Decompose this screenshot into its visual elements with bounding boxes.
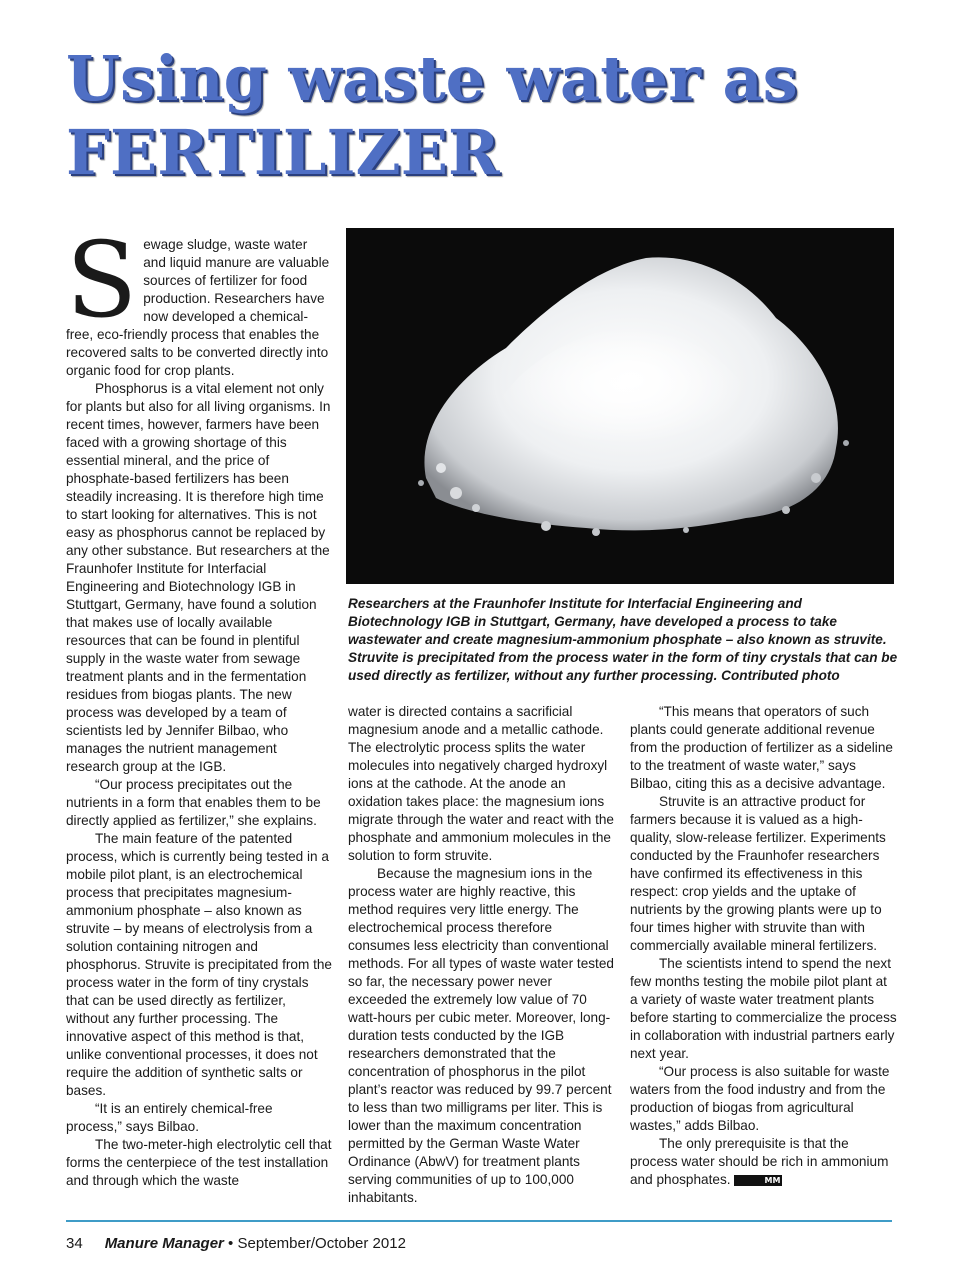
title-line-1: Using waste water as [66,42,798,115]
magazine-name: Manure Manager [104,1235,224,1252]
paragraph: “It is an entirely chemical-free process,” says Bilbao. [66,1101,273,1134]
paragraph: The main feature of the patented process, which is currently being tested in a mobile pilot plant, is an electrochemical process that precipitates magnesium-ammonium phosphate – also known as struvite – by means of electrolysis from a solution containing nitrogen and phosphorus. Struvite is precipitated from the process water in the form of tiny crystals that can be used directly as fertilizer, without any further processing. The innovative aspect of this method is that, unlike conventional processes, it does not require the addition of synthetic salts or bases. [66,831,332,1098]
last-paragraph-text: The only prerequisite is that the process water should be rich in ammonium and phosphates. [630,1136,889,1187]
paragraph: The scientists intend to spend the next few months testing the mobile pilot plant at a variety of waste water treatment plants before starting to commercialize the process in collaboration with industrial partners early next year. [630,956,897,1061]
paragraph: Because the magnesium ions in the process water are highly reactive, this method requires very little energy. The electrochemical process therefore consumes less electricity than conventional methods. For all types of waste water tested so far, the necessary power never exceeded the extremely low value of 70 watt-hours per cubic meter. Moreover, long-duration tests conducted by the IGB researchers demonstrated that the concentration of phosphorus in the pilot plant’s reactor was reduced by 99.7 percent to less than two milligrams per liter. This is lower than the maximum concentration permitted by the German Waste Water Ordinance (AbwV) for treatment plants serving communities of up to 100,000 inhabitants. [348,866,614,1205]
paragraph-last [630,1135,898,1189]
paragraph: The two-meter-high electrolytic cell that forms the centerpiece of the test installation and through which the waste [66,1137,332,1188]
article-title [66,42,926,190]
issue-date: September/October 2012 [237,1235,406,1252]
paragraph: Phosphorus is a vital element not only for plants but also for all living organisms. In recent times, however, farmers have been faced with a growing shortage of this essential mineral, and the price of phosphate-based fertilizers has been steadily increasing. It is therefore high time to start looking for alternatives. This is not easy as phosphorus cannot be replaced by any other substance. But researchers at the Fraunhofer Institute for Interfacial Engineering and Biotechnology IGB in Stuttgart, Germany, have found a solution that makes use of locally available resources that can be found in plentiful supply in the waste water from sewage treatment plants and in the fermentation residues from biogas plants. The new process was developed by a team of scientists led by Jennifer Bilbao, who manages the nutrient management research group at the IGB. [66,381,331,774]
paragraph-intro [66,219,332,380]
page-footer [66,1234,406,1254]
paragraph: water is directed contains a sacrificial magnesium anode and a metallic cathode. The electrolytic process splits the water molecules into negatively charged hydroxyl ions at the cathode. At the anode an oxidation takes place: the magnesium ions migrate through the water and react with the phosphate and ammonium molecules in the solution to form struvite. [348,704,614,863]
column-3 [630,703,898,1189]
paragraph: “Our process is also suitable for waste waters from the food industry and from the production of biogas from agricultural wastes,” adds Bilbao. [630,1064,890,1133]
page-number: 34 [66,1235,83,1252]
footer-separator: • [223,1235,238,1252]
paragraph: Struvite is an attractive product for farmers because it is valued as a high-quality, slow-release fertilizer. Experiments conducted by the Fraunhofer researchers have confirmed its effectiveness in this respect: crop yields and the uptake of nutrients by the growing plants were up to four times higher with struvite than with commercially available mineral fertilizers. [630,794,886,953]
title-line-2: FERTILIZER [66,116,500,189]
end-mark-icon: MM [734,1175,783,1186]
paragraph: “This means that operators of such plants could generate additional revenue from the production of fertilizer as a sideline to the treatment of waste water,” says Bilbao, citing this as a decisive advantage. [630,704,893,791]
footer-rule [66,1220,892,1222]
column-1 [66,219,332,1190]
struvite-pile-image [346,228,894,584]
struvite-photo [346,228,894,584]
column-2 [348,703,614,1207]
photo-caption: Researchers at the Fraunhofer Institute for Interfacial Engineering and Biotechnology IGB in Stuttgart, Germany, have developed a process to take wastewater and create magnesium-ammonium phosphate – also known as struvite. Struvite is precipitated from the process water in the form of tiny crystals that can be used directly as fertilizer, without any further processing. Contributed photo [348,596,898,683]
intro-text: ewage sludge, waste water and liquid manure are valuable sources of fertilizer for food production. Researchers have now developed a chemical-free, eco-friendly process that enables the recovered salts to be converted directly into organic food for crop plants. [66,237,330,378]
drop-cap: S [66,219,138,341]
paragraph: “Our process precipitates out the nutrients in a form that enables them to be directly applied as fertilizer,” she explains. [66,777,321,828]
